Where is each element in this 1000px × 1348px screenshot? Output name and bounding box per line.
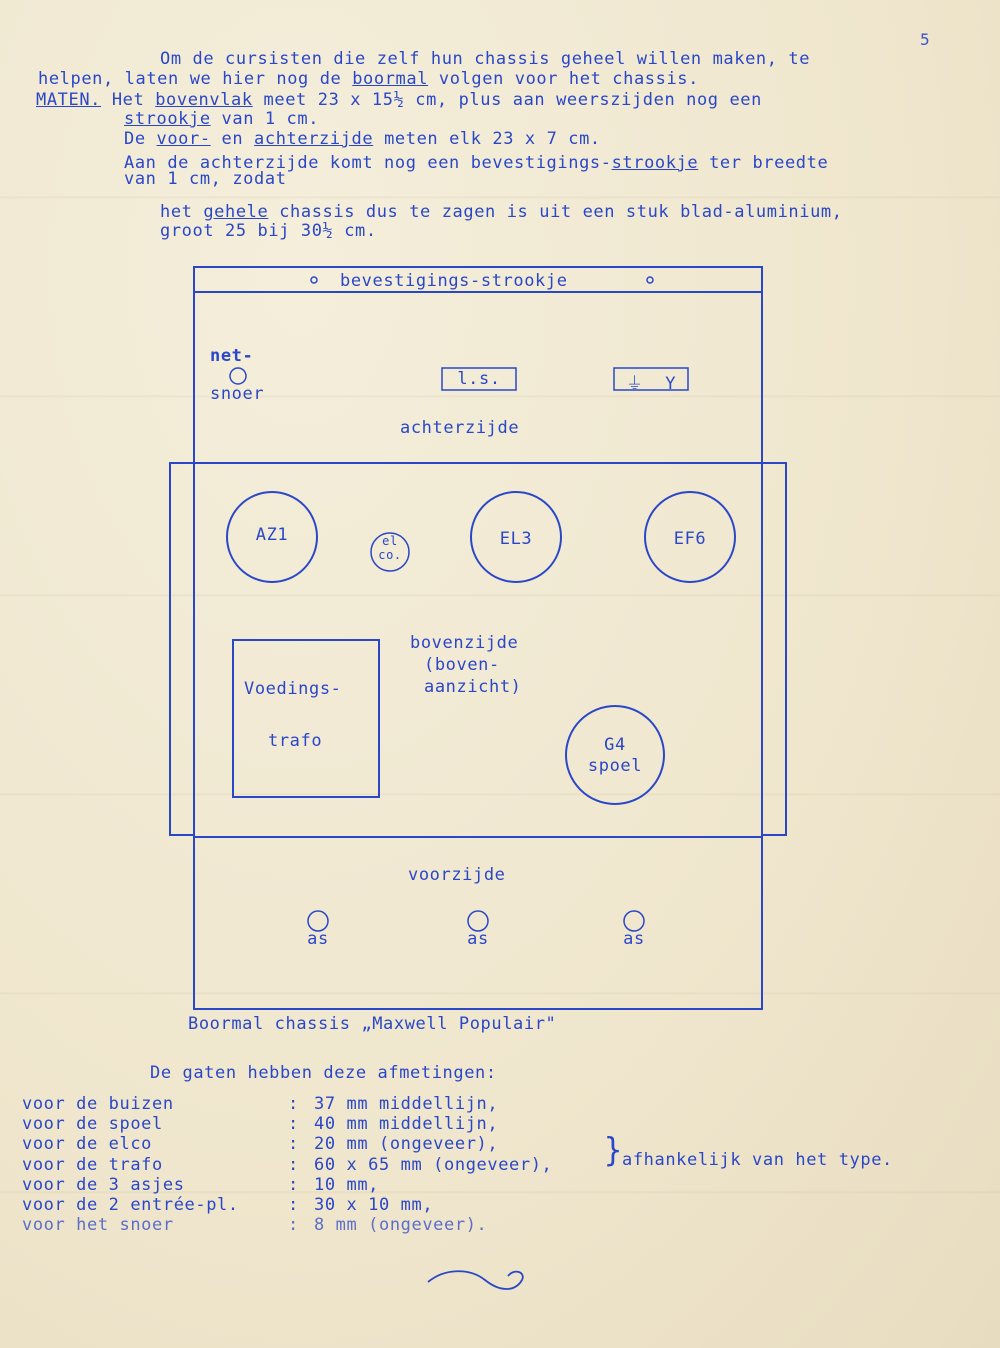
intro-line-2: helpen, laten we hier nog de boormal volgen voor het chassis.: [38, 69, 699, 89]
coil-hole: [566, 706, 664, 804]
top-side-label-1: bovenzijde: [410, 633, 519, 653]
antenna-earth-label: ⏚ Y: [625, 374, 677, 394]
size-item-label: voor de 3 asjes: [22, 1174, 185, 1195]
size-item-label: voor de elco: [22, 1134, 153, 1155]
size-item-label: voor de 2 entrée-pl.: [22, 1195, 239, 1215]
elco-label-top: el: [382, 534, 398, 548]
tube-label-el3: EL3: [499, 529, 533, 549]
mains-cord-hole: [230, 368, 246, 384]
sizes-heading: De gaten hebben deze afmetingen:: [150, 1063, 497, 1083]
page-number: 5: [920, 30, 930, 49]
table-row: [22, 1175, 622, 1195]
intro-line-7: van 1 cm, zodat: [124, 169, 287, 189]
table-row: [22, 1155, 622, 1175]
shaft-hole-1: [308, 911, 328, 931]
size-value: 10 mm,: [314, 1174, 380, 1195]
table-row: [22, 1195, 622, 1215]
size-item-label: voor de trafo: [22, 1154, 163, 1175]
tube-label-ef6: EF6: [673, 529, 707, 549]
table-row: [22, 1094, 622, 1114]
transformer-label-2: trafo: [268, 731, 323, 751]
elco-label-bottom: co.: [378, 548, 402, 562]
transformer-label-1: Voedings-: [244, 679, 342, 699]
intro-line-3: MATEN. Het bovenvlak meet 23 x 15½ cm, plus aan weerszijden nog een: [36, 90, 762, 110]
mains-cord-label-top: net-: [210, 346, 254, 366]
size-separator: :: [288, 1154, 299, 1175]
size-separator: :: [288, 1174, 299, 1195]
diagram-caption: Boormal chassis „Maxwell Populair": [188, 1014, 557, 1034]
size-value: 20 mm (ongeveer),: [314, 1134, 499, 1155]
table-row: [22, 1114, 622, 1134]
right-side-flap: [762, 463, 786, 835]
size-separator: :: [288, 1195, 299, 1215]
shaft-label-3: as: [623, 929, 645, 949]
strip-label: bevestigings-strookje: [340, 271, 568, 291]
size-item-label: voor de spoel: [22, 1114, 163, 1135]
intro-line-4: strookje van 1 cm.: [124, 109, 320, 129]
table-row: [22, 1215, 622, 1235]
speaker-socket-label: l.s.: [457, 369, 501, 389]
top-side-label-2: (boven-: [424, 655, 500, 675]
size-separator: :: [288, 1215, 299, 1236]
left-side-flap: [170, 463, 194, 835]
shaft-hole-2: [468, 911, 488, 931]
size-value: 30 x 10 mm,: [314, 1195, 434, 1215]
coil-label-1: G4: [604, 735, 626, 755]
shaft-hole-3: [624, 911, 644, 931]
rear-side-label: achterzijde: [400, 418, 520, 438]
size-value: 40 mm middellijn,: [314, 1114, 499, 1135]
size-value: 60 x 65 mm (ongeveer),: [314, 1154, 553, 1175]
size-value: 8 mm (ongeveer).: [314, 1215, 488, 1236]
intro-line-5: De voor- en achterzijde meten elk 23 x 7 cm.: [124, 129, 601, 149]
brace: }: [604, 1131, 623, 1170]
size-separator: :: [288, 1094, 299, 1114]
sizes-note: afhankelijk van het type.: [622, 1150, 893, 1170]
intro-line-1: Om de cursisten die zelf hun chassis geheel willen maken, te: [160, 49, 811, 69]
size-item-label: voor de buizen: [22, 1094, 174, 1114]
mains-cord-label-bottom: snoer: [210, 384, 265, 404]
maten-label: MATEN.: [36, 90, 102, 110]
intro-line-8: het gehele chassis dus te zagen is uit een stuk blad-aluminium,: [160, 202, 843, 222]
coil-label-2: spoel: [587, 756, 643, 776]
table-row: [22, 1134, 622, 1154]
shaft-label-1: as: [307, 929, 329, 949]
size-separator: :: [288, 1134, 299, 1155]
flourish-ornament: [428, 1271, 523, 1289]
intro-line-9: groot 25 bij 30½ cm.: [160, 221, 377, 241]
size-item-label: voor het snoer: [22, 1215, 174, 1236]
strip-hole-left: [311, 277, 317, 283]
intro-line-6: Aan de achterzijde komt nog een bevestigings-strookje ter breedte: [124, 153, 829, 173]
strip-hole-right: [647, 277, 653, 283]
tube-label-az1: AZ1: [255, 525, 289, 545]
size-separator: :: [288, 1114, 299, 1135]
top-side-label-3: aanzicht): [424, 677, 522, 697]
shaft-label-2: as: [467, 929, 489, 949]
front-side-label: voorzijde: [408, 865, 506, 885]
size-value: 37 mm middellijn,: [314, 1094, 499, 1114]
transformer-outline: [233, 640, 379, 797]
